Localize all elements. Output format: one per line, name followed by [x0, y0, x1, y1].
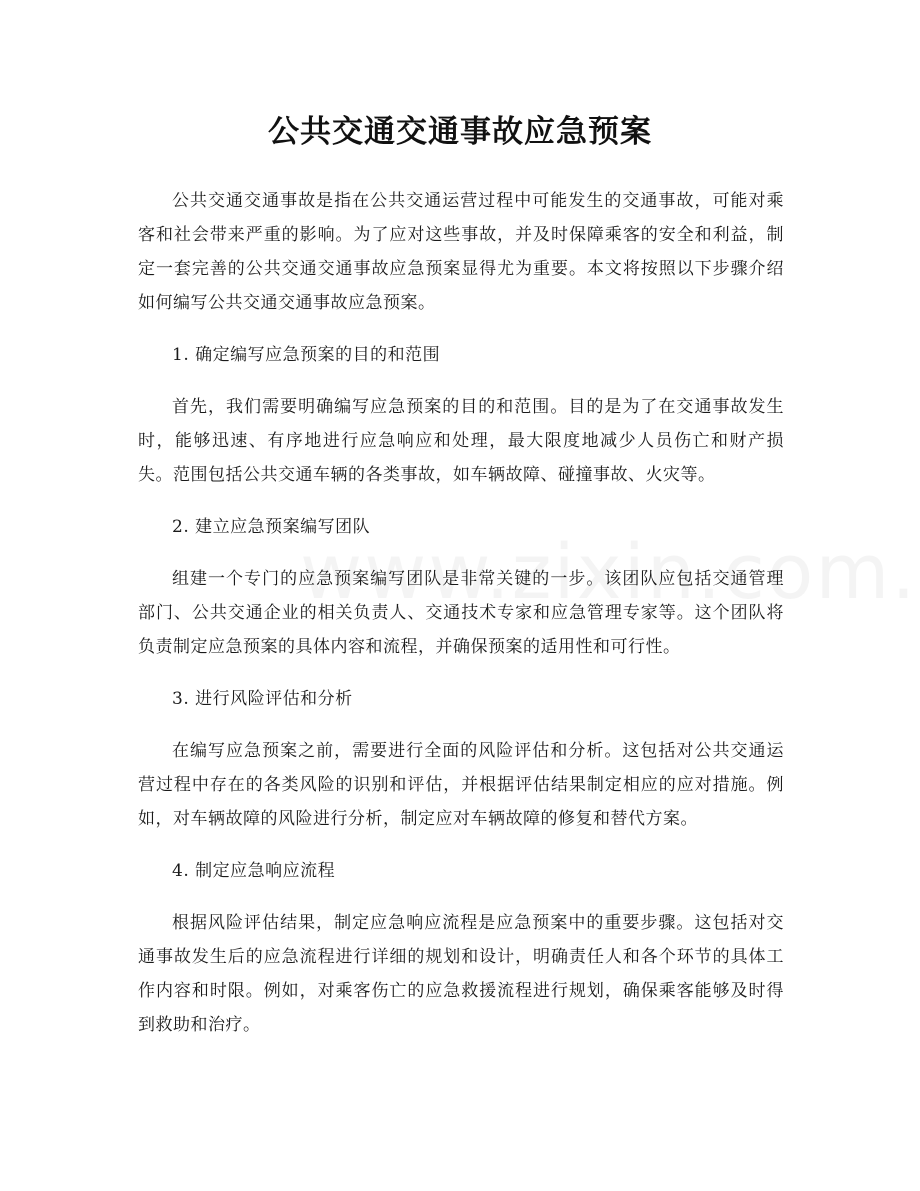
- section-heading-3: 3. 进行风险评估和分析: [172, 689, 353, 709]
- section-body-4: 根据风险评估结果，制定应急响应流程是应急预案中的重要步骤。这包括对交通事故发生后的应急流程进行详细的规划和设计，明确责任人和各个环节的具体工作内容和时限。例如，对乘客伤亡的应急救援流程进行规划，确保乘客能够及时得到救助和治疗。: [138, 913, 784, 1035]
- section-body-1: 首先，我们需要明确编写应急预案的目的和范围。目的是为了在交通事故发生时，能够迅速、有序地进行应急响应和处理，最大限度地减少人员伤亡和财产损失。范围包括公共交通车辆的各类事故，如车辆故障、碰撞事故、火灾等。: [138, 397, 784, 485]
- section-heading-1: 1. 确定编写应急预案的目的和范围: [172, 345, 441, 365]
- section-body-2: 组建一个专门的应急预案编写团队是非常关键的一步。该团队应包括交通管理部门、公共交通企业的相关负责人、交通技术专家和应急管理专家等。这个团队将负责制定应急预案的具体内容和流程，并确保预案的适用性和可行性。: [138, 569, 784, 657]
- page-title: 公共交通交通事故应急预案: [268, 114, 652, 150]
- intro-paragraph: 公共交通交通事故是指在公共交通运营过程中可能发生的交通事故，可能对乘客和社会带来严重的影响。为了应对这些事故，并及时保障乘客的安全和利益，制定一套完善的公共交通交通事故应急预案显得尤为重要。本文将按照以下步骤介绍如何编写公共交通交通事故应急预案。: [138, 191, 784, 313]
- document-body: [138, 184, 784, 1060]
- section-heading-2: 2. 建立应急预案编写团队: [172, 517, 371, 537]
- section-body-3: 在编写应急预案之前，需要进行全面的风险评估和分析。这包括对公共交通运营过程中存在的各类风险的识别和评估，并根据评估结果制定相应的应对措施。例如，对车辆故障的风险进行分析，制定应对车辆故障的修复和替代方案。: [138, 741, 784, 829]
- section-heading-4: 4. 制定应急响应流程: [172, 861, 336, 881]
